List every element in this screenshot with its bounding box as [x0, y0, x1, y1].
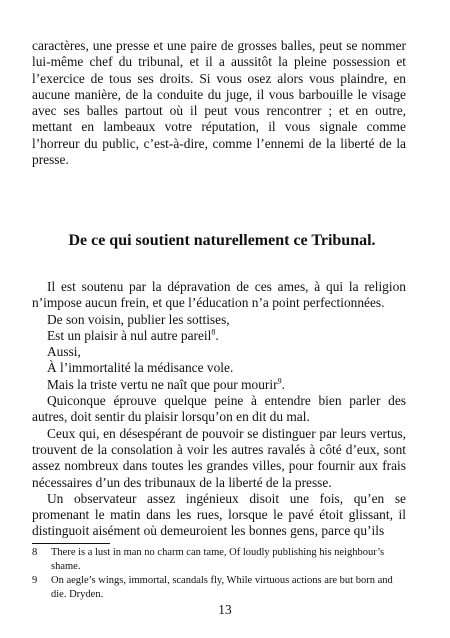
verse-line: De son voisin, publier les sottises, — [47, 311, 230, 327]
footnote-ref[interactable]: 8 — [211, 327, 216, 337]
verse-punct: . — [215, 327, 219, 343]
verse-line: Aussi, — [47, 344, 81, 360]
section-heading: De ce qui soutient naturellement ce Tribunal. — [68, 232, 376, 249]
verse-line: À l’immortalité la médisance vole. — [47, 360, 234, 376]
footnote-item — [32, 546, 406, 573]
opening-paragraph-block — [32, 38, 406, 168]
verse-line — [32, 377, 406, 393]
footnote-number: 9 — [32, 575, 38, 586]
footnote-text: On aegle’s wings, immortal, scandals fly, While virtuous actions are but born and die. Dryden. — [51, 575, 393, 600]
paragraph: Ceux qui, en désespérant de pouvoir se distinguer par leurs vertus, trouvent de la consolation à voir les autres ravalés à côté d’eux, sont assez nombreux dans toutes les grandes villes, pour fournir aux frais nécessaires d’un des tribunaux de la liberté de la presse. — [32, 425, 406, 490]
verse-text: Mais la triste vertu ne naît que pour mourir — [47, 376, 278, 392]
page-number: 13 — [218, 602, 232, 617]
paragraph: caractères, une presse et une paire de grosses balles, peut se nommer lui-même chef du tribunal, et il a aussitôt la pleine possession et l’exercice de tous ses droits. Si vous osez alors vous plaindre, en aucune manière, de la conduite du juge, il vous barbouille le visage avec ses balles partout où il peut vous rencontrer ; et en outre, mettant en lambeaux votre réputation, il vous signale comme l’horreur du public, c’est-à-dire, comme l’ennemi de la liberté de la presse. — [32, 38, 406, 168]
footnotes — [32, 546, 406, 602]
section-body — [32, 279, 406, 540]
verse-text: Est un plaisir à nul autre pareil — [47, 327, 212, 343]
footnote-text: There is a lust in man no charm can tame, Of loudly publishing his neighbour’s shame. — [51, 547, 385, 572]
footnote-item — [32, 574, 406, 601]
paragraph: Un observateur assez ingénieux disoit une fois, qu’en se promenant le matin dans les rues, lorsque le pavé étoit glissant, il distinguoit aisément où demeuroient les bonnes gens, parce qu’ils — [32, 490, 406, 539]
footnote-ref[interactable]: 9 — [277, 376, 282, 386]
paragraph: Quiconque éprouve quelque peine à entendre bien parler des autres, doit sentir du plaisir lorsqu’on en dit du mal. — [32, 393, 406, 425]
footnote-separator — [32, 543, 110, 544]
footnote-number: 8 — [32, 547, 38, 558]
verse-line — [32, 328, 406, 344]
verse-punct: . — [281, 376, 285, 392]
paragraph: Il est soutenu par la dépravation de ces ames, à qui la religion n’impose aucun frein, et que l’éducation n’a point perfectionnées. — [32, 279, 406, 311]
